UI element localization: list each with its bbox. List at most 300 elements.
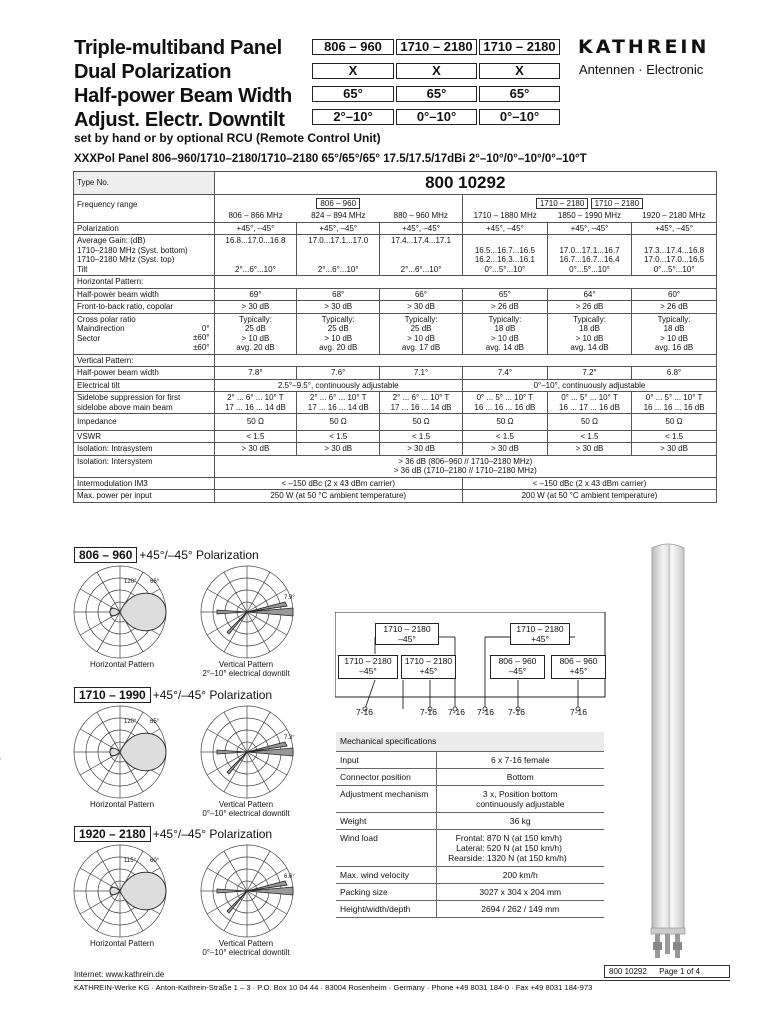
imp-row <box>74 414 716 431</box>
pol-1: +45°, –45° <box>214 222 297 235</box>
sl-text: 0° ... 5° ... 10° T <box>476 393 534 402</box>
pol-box-3: X <box>479 63 560 79</box>
fb-6: > 26 dB <box>632 301 716 314</box>
tilt-box-2: 0°–10° <box>396 109 477 125</box>
port-block-2 <box>401 655 456 679</box>
cp-text: > 10 dB <box>490 333 519 343</box>
sl-text: 16 ... 16 ... 16 dB <box>643 402 705 412</box>
wind-dir: Frontal: <box>455 833 485 843</box>
gain-value-top: 16.7...16.7...16.4 <box>559 255 620 264</box>
mech-value: 3027 x 304 x 204 mm <box>436 884 604 901</box>
pattern-header <box>74 548 259 562</box>
vswr-value: < 1.5 <box>297 430 380 443</box>
bw-box-1: 65° <box>312 86 394 102</box>
pattern-angle: 66° <box>150 579 160 585</box>
vertical-pattern-sublabel: 0°–10° electrical downtilt <box>202 948 290 957</box>
cp-text: 18 dB <box>579 324 600 333</box>
cp-text: Typically: <box>488 314 522 324</box>
combiner-pol: –45° <box>398 634 416 644</box>
iso-in-row <box>74 443 716 456</box>
diagram-terminals <box>363 707 580 711</box>
cp-labels <box>74 313 214 354</box>
side-note <box>0 680 1 810</box>
iso-in-value: > 30 dB <box>297 443 380 456</box>
vhpbw-2: 7.6° <box>297 367 380 380</box>
pattern-header <box>74 827 272 841</box>
mech-value: 3 x, Position bottom continuously adjustable <box>436 786 604 813</box>
cp-cell-4 <box>462 313 547 354</box>
footer-page: Page 1 of 4 <box>659 967 700 976</box>
iso-in-value: > 30 dB <box>214 443 297 456</box>
combiner-band: 1710 – 2180 <box>383 624 431 634</box>
port-block-3 <box>490 655 545 679</box>
wind-line <box>445 843 601 853</box>
pol-box-2: X <box>396 63 477 79</box>
mech-row <box>336 884 604 901</box>
gain-value-top: 16.2...16.3...16.1 <box>474 255 535 264</box>
sl-text: 2° ... 6° ... 10° T <box>309 393 367 402</box>
horizontal-pattern-label: Horizontal Pattern <box>89 800 155 809</box>
tilt-value: 2°...6°...10° <box>235 264 276 274</box>
cp-label-2: Sector <box>77 333 101 343</box>
freq-1: 806 – 866 MHz <box>228 211 283 220</box>
cp-text: 25 dB <box>410 324 432 333</box>
mech-value: Bottom <box>436 769 604 786</box>
model-line: XXXPol Panel 806–960/1710–2180/1710–2180 65°/65°/65° 17.5/17.5/17dBi 2°–10°/0°–10°/0°–10°T <box>74 153 587 165</box>
tilt-value: 2°...6°...10° <box>317 264 359 274</box>
hp-spacer <box>214 276 716 289</box>
vhpbw-4: 7.4° <box>462 367 547 380</box>
vertical-pattern-label: Vertical Pattern <box>218 800 274 809</box>
port-block-4 <box>551 655 606 679</box>
pattern-mark: 7.3° <box>284 735 295 741</box>
cp-cell-1 <box>214 313 297 354</box>
cp-label-1: Maindirection <box>77 324 125 333</box>
gain-value: 16.8...17.0...16.8 <box>225 236 286 245</box>
iso-inter-row <box>74 455 716 477</box>
cp-text: Typically: <box>321 314 355 324</box>
type-label: Type No. <box>74 172 214 195</box>
etilt-row <box>74 379 716 392</box>
title-line-3: Half-power Beam Width <box>74 85 292 107</box>
pol-5: +45°, –45° <box>547 222 631 235</box>
im3-label: Intermodulation IM3 <box>74 477 214 490</box>
port-pol: +45° <box>569 666 588 676</box>
pattern-mark: 6.6° <box>284 874 295 880</box>
tilt-value: 0°...5°...10° <box>484 264 526 274</box>
pol-label: Polarization <box>74 222 214 235</box>
gain-value-bottom: 17.0...17.1...16.7 <box>559 245 620 255</box>
imp-value: 50 Ω <box>632 414 716 431</box>
iso-inter-label: Isolation: Intersystem <box>74 455 214 477</box>
cp-text: avg. 20 dB <box>319 343 358 352</box>
mech-row-wind <box>336 830 604 867</box>
etilt-low: 2.5°–9.5°, continuously adjustable <box>214 379 462 392</box>
pwr-low: 250 W (at 50 °C ambient temperature) <box>214 490 462 502</box>
etilt-high: 0°–10°, continuously adjustable <box>462 379 716 392</box>
combiner-band: 1710 – 2180 <box>516 624 564 634</box>
connector-label: 7-16 <box>420 707 438 717</box>
gain-value: 17.0...17.1...17.0 <box>308 236 369 245</box>
cp-text: Typically: <box>238 314 272 324</box>
connector-label: 7-16 <box>508 707 526 717</box>
mech-label: Connector position <box>336 769 436 786</box>
pattern-band: 806 – 960 <box>74 547 137 563</box>
connector-label: 7-16 <box>448 707 466 717</box>
imp-value: 50 Ω <box>380 414 463 431</box>
wind-line <box>445 853 601 863</box>
footer-doc-no: 800 10292 <box>609 967 647 976</box>
cp-angles <box>193 324 210 353</box>
tilt-box-3: 0°–10° <box>479 109 560 125</box>
vertical-pattern-plot <box>197 841 297 941</box>
bw-box-2: 65° <box>396 86 477 102</box>
gain-cell-1 <box>214 235 297 276</box>
brand-subtitle: Antennen · Electronic <box>579 62 704 77</box>
wind-val: 520 N (at 150 km/h) <box>486 843 562 853</box>
title-line-4: Adjust. Electr. Downtilt <box>74 109 285 131</box>
vswr-row <box>74 430 716 443</box>
pol-2: +45°, –45° <box>297 222 380 235</box>
pol-3: +45°, –45° <box>380 222 463 235</box>
sl-label-0: Sidelobe suppression for first <box>77 393 181 402</box>
wind-val: 1320 N (at 150 km/h) <box>486 853 567 863</box>
vswr-value: < 1.5 <box>632 430 716 443</box>
gain-cell-2 <box>297 235 380 276</box>
mech-row <box>336 813 604 830</box>
iso-in-value: > 30 dB <box>547 443 631 456</box>
cp-text: > 10 dB <box>660 333 688 343</box>
horizontal-lobe <box>110 593 166 631</box>
port-band: 1710 – 2180 <box>344 656 392 666</box>
cp-text: Typically: <box>404 314 438 324</box>
vertical-pattern-plot <box>197 702 297 802</box>
pattern-mark: 7.9° <box>284 595 295 601</box>
vp-spacer <box>214 354 716 367</box>
horizontal-lobe <box>110 872 166 910</box>
cp-cell-2 <box>297 313 380 354</box>
combiner-block-2 <box>510 623 570 645</box>
connector-label: 7-16 <box>356 707 374 717</box>
gain-value-bottom: 16.5...16.7...16.5 <box>474 245 535 255</box>
iso-in-label: Isolation: Intrasystem <box>74 443 214 456</box>
vhpbw-3: 7.1° <box>380 367 463 380</box>
title-line-2: Dual Polarization <box>74 61 232 83</box>
gain-label-1: 1710–2180 MHz (Syst. bottom) <box>77 245 188 255</box>
sl-cell-3 <box>380 392 463 414</box>
vertical-pattern-sublabel: 0°–10° electrical downtilt <box>202 809 290 818</box>
freq-label: Frequency range <box>74 195 214 223</box>
cp-text: avg. 20 dB <box>236 343 275 352</box>
mech-row <box>336 769 604 786</box>
spec-table <box>74 172 716 502</box>
mech-specs <box>336 732 604 918</box>
imp-value: 50 Ω <box>297 414 380 431</box>
hpbw-5: 64° <box>547 288 631 301</box>
gain-cell-3 <box>380 235 463 276</box>
gain-label-2: 1710–2180 MHz (Syst. top) <box>77 255 175 264</box>
freq-3: 880 – 960 MHz <box>380 210 463 222</box>
hpbw-3: 66° <box>380 288 463 301</box>
gain-labels <box>74 235 214 276</box>
fb-2: > 30 dB <box>297 301 380 314</box>
cp-text: avg. 14 dB <box>570 343 609 352</box>
freq-5: 1850 – 1990 MHz <box>557 211 622 220</box>
connector-label: 7-16 <box>477 707 495 717</box>
pattern-band: 1710 – 1990 <box>74 687 151 703</box>
tilt-value: 0°...5°...10° <box>653 264 695 274</box>
sl-row <box>74 392 716 414</box>
pattern-band: 1920 – 2180 <box>74 826 151 842</box>
sl-text: 2° ... 6° ... 10° T <box>227 393 284 402</box>
vp-section-row <box>74 354 716 367</box>
sl-label-1: sidelobe above main beam <box>77 402 173 412</box>
fb-3: > 30 dB <box>380 301 463 314</box>
cp-text: avg. 16 dB <box>654 343 694 352</box>
freq-group-low <box>214 195 462 211</box>
gain-value-bottom: 17.3...17.4...16.8 <box>644 245 705 255</box>
sl-cell-2 <box>297 392 380 414</box>
im3-high: < –150 dBc (2 x 43 dBm carrier) <box>462 477 716 490</box>
bw-box-3: 65° <box>479 86 560 102</box>
pol-4: +45°, –45° <box>462 222 547 235</box>
vhpbw-6: 6.8° <box>632 367 716 380</box>
cp-row <box>74 313 716 354</box>
freq-6: 1920 – 2180 MHz <box>642 211 706 220</box>
pattern-pol: +45°/–45° Polarization <box>152 827 273 841</box>
tilt-box-1: 2°–10° <box>312 109 394 125</box>
mech-table <box>336 752 604 918</box>
wind-val: 870 N (at 150 km/h) <box>486 833 562 843</box>
port-band: 1710 – 2180 <box>404 656 453 666</box>
sl-cell-6 <box>632 392 716 414</box>
vswr-value: < 1.5 <box>380 430 463 443</box>
mech-label: Height/width/depth <box>336 901 436 918</box>
fb-5: > 26 dB <box>547 301 631 314</box>
vswr-value: < 1.5 <box>462 430 547 443</box>
sl-text: 0° ... 5° ... 10° T <box>561 393 618 402</box>
band-box-3: 1710 – 2180 <box>479 39 560 55</box>
spec-table-wrap <box>73 171 717 503</box>
pattern-mark: 120° <box>124 719 137 725</box>
vertical-pattern-sublabel: 2°–10° electrical downtilt <box>202 669 290 678</box>
hpbw-6: 60° <box>632 288 716 301</box>
horizontal-lobe <box>110 733 166 771</box>
sl-labels <box>74 392 214 414</box>
port-pol: +45° <box>419 666 438 676</box>
gain-value-top: 17.0...17.0...16.5 <box>644 255 705 264</box>
vswr-value: < 1.5 <box>547 430 631 443</box>
pol-6: +45°, –45° <box>632 222 716 235</box>
mech-value: 200 km/h <box>436 867 604 884</box>
port-pol: –45° <box>508 666 527 676</box>
hpbw-4: 65° <box>462 288 547 301</box>
freq-group-high <box>462 195 716 211</box>
vhpbw-5: 7.2° <box>547 367 631 380</box>
hp-label: Horizontal Pattern: <box>74 276 214 289</box>
mech-row <box>336 752 604 769</box>
hpbw-1: 69° <box>214 288 297 301</box>
type-row <box>74 172 716 195</box>
tilt-value: 0°...5°...10° <box>569 264 610 274</box>
cp-cell-6 <box>632 313 716 354</box>
rcu-note: set by hand or by optional RCU (Remote Control Unit) <box>74 131 381 145</box>
sl-cell-5 <box>547 392 631 414</box>
pol-box-1: X <box>312 63 394 79</box>
iso-in-value: > 30 dB <box>462 443 547 456</box>
sl-text: 2° ... 6° ... 10° T <box>392 393 450 402</box>
mech-label: Max. wind velocity <box>336 867 436 884</box>
mech-label: Input <box>336 752 436 769</box>
imp-label: Impedance <box>74 414 214 431</box>
title-block <box>74 36 314 132</box>
mech-row <box>336 901 604 918</box>
pol-row <box>74 222 716 235</box>
gain-row <box>74 235 716 276</box>
cp-text: Typically: <box>573 314 606 324</box>
vhpbw-label: Half-power beam width <box>74 367 214 380</box>
pattern-header <box>74 688 272 702</box>
tilt-value: 2°...6°...10° <box>400 264 442 274</box>
iso-in-value: > 30 dB <box>632 443 716 456</box>
vertical-pattern-label: Vertical Pattern <box>218 939 274 948</box>
mech-value: 36 kg <box>436 813 604 830</box>
cp-text: avg. 14 dB <box>485 343 525 352</box>
pattern-mark: 115° <box>124 858 136 864</box>
iso-inter-2: > 36 dB (1710–2180 // 1710–2180 MHz) <box>393 466 537 475</box>
pattern-angle: 65° <box>150 719 160 725</box>
pwr-row <box>74 490 716 502</box>
cp-text: > 10 dB <box>241 333 270 343</box>
hpbw-2: 68° <box>297 288 380 301</box>
wind-dir: Lateral: <box>456 843 485 853</box>
imp-value: 50 Ω <box>547 414 631 431</box>
fb-4: > 26 dB <box>462 301 547 314</box>
vertical-pattern-plot <box>197 562 297 662</box>
cp-angle-0: 0° <box>201 323 210 333</box>
port-block-1 <box>338 655 398 679</box>
horizontal-pattern-label: Horizontal Pattern <box>89 939 155 948</box>
brand-logo: KATHREIN <box>578 36 710 58</box>
sl-text: 17 ... 16 ... 14 dB <box>224 402 286 412</box>
pwr-label: Max. power per input <box>74 490 214 502</box>
gain-cell-5 <box>547 235 631 276</box>
mech-label: Adjustment mechanism <box>336 786 436 813</box>
imp-value: 50 Ω <box>462 414 547 431</box>
fb-label: Front-to-back ratio, copolar <box>74 301 214 314</box>
combiner-block-1 <box>375 623 439 645</box>
hp-section-row <box>74 276 716 289</box>
pattern-angle: 60° <box>150 858 160 864</box>
freq-group-1: 806 – 960 <box>316 198 360 209</box>
freq-group-3: 1710 – 2180 <box>591 198 644 209</box>
imp-value: 50 Ω <box>214 414 297 431</box>
cp-text: 18 dB <box>494 324 516 333</box>
cp-text: 18 dB <box>663 324 685 333</box>
mech-row <box>336 786 604 813</box>
hpbw-row <box>74 288 716 301</box>
horizontal-pattern-plot <box>70 841 170 941</box>
vswr-label: VSWR <box>74 430 214 443</box>
wind-line <box>445 833 601 843</box>
combiner-pol: +45° <box>531 634 549 644</box>
fb-1: > 30 dB <box>214 301 297 314</box>
mech-label: Wind load <box>336 830 436 867</box>
title-line-1: Triple-multiband Panel <box>74 37 282 59</box>
mech-value: 2694 / 262 / 149 mm <box>436 901 604 918</box>
wind-dir: Rearside: <box>448 853 485 863</box>
sl-text: 17 ... 16 ... 14 dB <box>307 402 369 412</box>
band-box-2: 1710 – 2180 <box>396 39 477 55</box>
pattern-pol: +45°/–45° Polarization <box>139 548 259 562</box>
mech-label: Weight <box>336 813 436 830</box>
sl-text: 16 ... 17 ... 16 dB <box>559 402 620 412</box>
iso-in-value: > 30 dB <box>380 443 463 456</box>
cp-angle-1: ±60° <box>193 333 210 342</box>
hpbw-label: Half-power beam width <box>74 288 214 301</box>
type-number: 800 10292 <box>214 172 716 195</box>
cp-angle-2: ±60° <box>193 342 210 352</box>
freq-2: 824 – 894 MHz <box>311 211 366 220</box>
cp-cell-5 <box>547 313 631 354</box>
port-pol: –45° <box>359 666 377 676</box>
horizontal-pattern-label: Horizontal Pattern <box>89 660 155 669</box>
cp-text: > 10 dB <box>407 333 435 343</box>
footer-internet: Internet: www.kathrein.de <box>74 970 165 979</box>
fb-row <box>74 301 716 314</box>
footer-address: KATHREIN-Werke KG · Anton-Kathrein-Straße 1 – 3 · P.O. Box 10 04 44 · 83004 Rosenheim · Germany · Phone +49 8031 184-0 · Fax +49 8031 184-973 <box>74 983 593 992</box>
freq-row <box>74 195 716 211</box>
pattern-pol: +45°/–45° Polarization <box>152 688 273 702</box>
vp-label: Vertical Pattern: <box>74 354 214 367</box>
gain-cell-4 <box>462 235 547 276</box>
gain-cell-6 <box>632 235 716 276</box>
im3-low: < –150 dBc (2 x 43 dBm carrier) <box>214 477 462 490</box>
cp-text: > 10 dB <box>324 333 353 343</box>
vhpbw-row <box>74 367 716 380</box>
mech-value: 6 x 7-16 female <box>436 752 604 769</box>
connector-label: 7-16 <box>570 707 588 717</box>
cp-text: 25 dB <box>244 324 266 333</box>
gain-label-3: Tilt <box>77 264 88 274</box>
vhpbw-1: 7.8° <box>214 367 297 380</box>
horizontal-pattern-plot <box>70 562 170 662</box>
sl-text: 0° ... 5° ... 10° T <box>645 393 703 402</box>
antenna-image <box>638 540 698 965</box>
pwr-high: 200 W (at 50 °C ambient temperature) <box>462 490 716 502</box>
freq-group-2: 1710 – 2180 <box>536 198 589 209</box>
im3-row <box>74 477 716 490</box>
iso-inter-1: > 36 dB (806–960 // 1710–2180 MHz) <box>398 456 533 466</box>
port-band: 806 – 960 <box>498 656 537 666</box>
freq-4: 1710 – 1880 MHz <box>473 211 537 220</box>
gain-label-0: Average Gain: (dB) <box>77 236 146 245</box>
horizontal-pattern-plot <box>70 702 170 802</box>
cp-text: > 10 dB <box>575 333 604 343</box>
etilt-label: Electrical tilt <box>74 379 214 392</box>
sl-cell-1 <box>214 392 297 414</box>
sl-cell-4 <box>462 392 547 414</box>
wind-values <box>436 830 604 867</box>
cp-text: Typically: <box>657 314 691 324</box>
sl-text: 17 ... 16 ... 14 dB <box>390 402 452 412</box>
pattern-mark: 120° <box>124 579 137 585</box>
cp-text: 25 dB <box>327 324 349 333</box>
cp-cell-3 <box>380 313 463 354</box>
band-box-1: 806 – 960 <box>312 39 394 55</box>
cp-text: avg. 17 dB <box>401 343 441 352</box>
mech-title: Mechanical specifications <box>336 732 604 752</box>
